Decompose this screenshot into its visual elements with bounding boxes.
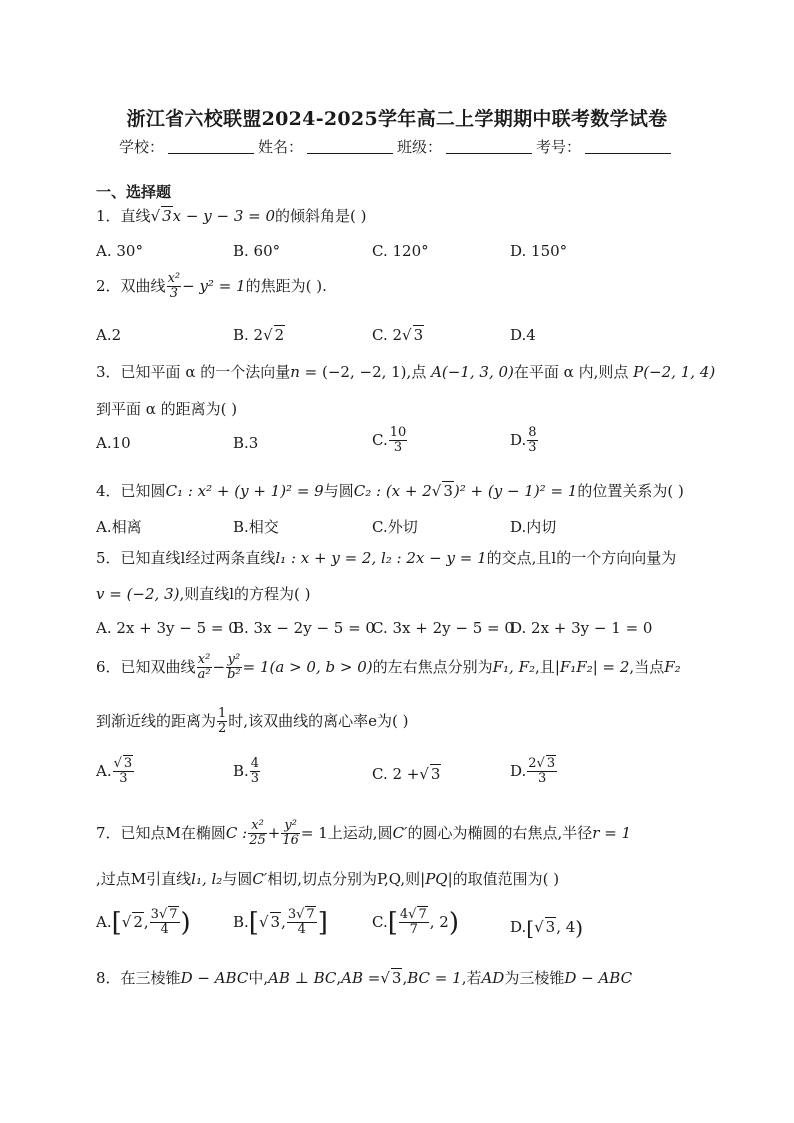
q3-option-c[interactable] (372, 426, 408, 456)
school-label: 学校： (118, 138, 164, 156)
q5-options (96, 619, 696, 643)
q7-equals: = 1 (300, 823, 328, 842)
q6-minus: − (212, 657, 226, 676)
q7-f1-num: x² (248, 819, 267, 834)
q7-frac-y (281, 819, 300, 849)
question-7 (96, 819, 631, 849)
left-bracket: [ (387, 907, 398, 938)
q4-number: 4． (96, 482, 121, 500)
q8-pyramid: D − ABC (180, 969, 249, 987)
question-8 (96, 967, 632, 988)
q3-d-num: 8 (528, 425, 537, 440)
q3-option-b[interactable]: B.3 (233, 434, 259, 452)
q3-number: 3． (96, 363, 121, 381)
q4-circle-2-b: )² + (y − 1)² = 1 (453, 482, 578, 500)
class-label: 班级： (397, 138, 443, 156)
q4-options (96, 516, 696, 540)
q6-f2-num: y² (227, 652, 241, 667)
q5-lines: l₁ : x + y = 2, l₂ : 2x − y = 1 (275, 549, 487, 567)
sqrt-symbol (408, 907, 416, 922)
q2-option-b[interactable] (233, 326, 285, 344)
q2-c-coef: C. 2 (372, 326, 403, 344)
q4-text-2: 与圆 (323, 482, 354, 500)
question-3 (96, 361, 715, 382)
q3-d-fraction (527, 426, 537, 456)
q1-radicand: 3 (162, 207, 172, 225)
question-5 (96, 547, 676, 568)
q5-text-3: ,则直线l的方程为( ) (179, 585, 311, 603)
q2-frac-den: 3 (169, 286, 178, 302)
sqrt-symbol (114, 756, 122, 771)
right-paren: ) (448, 907, 459, 938)
class-blank (446, 139, 532, 154)
q7-c-num (399, 908, 429, 923)
q8-text-4: 为三棱锥 (504, 969, 565, 987)
q8-ab-radicand: 3 (391, 969, 402, 987)
left-bracket: [ (111, 907, 122, 938)
q8-comma: , (336, 969, 342, 987)
sqrt-symbol (151, 207, 161, 225)
q7-option-b[interactable]: B.[√ 3, $\frac{3√ 7}{4}$ ] (233, 908, 328, 938)
sqrt-symbol (159, 907, 167, 922)
name-label: 姓名： (257, 138, 303, 156)
q6-options (96, 756, 696, 789)
q3-vector: n (290, 363, 300, 381)
q7-b-radicand: 3 (270, 912, 281, 931)
sqrt-symbol (537, 756, 545, 771)
name-blank (307, 139, 393, 154)
q3-c-den: 3 (393, 440, 403, 456)
q6-half (217, 707, 227, 737)
q7-a-coef: 3 (150, 907, 159, 922)
q6-d-label: D. (510, 761, 527, 780)
q5-direction-vector: v = (−2, 3) (96, 585, 180, 603)
q2-option-a[interactable]: A.2 (96, 326, 122, 344)
q3-text-3: 在平面 α 内,则点 (513, 363, 634, 381)
q6-frac-x (197, 653, 212, 683)
q1-text: 直线 (120, 207, 151, 225)
q7-plus: + (267, 823, 281, 842)
q7-a-den: 4 (160, 922, 169, 938)
q7-line2-mid2: 相切,切点分别为P,Q,则 (267, 870, 421, 888)
q6-a-radicand: 3 (123, 756, 133, 771)
question-6 (96, 653, 681, 683)
q3-d-den: 3 (528, 440, 537, 456)
q8-text-3: ,若 (461, 969, 482, 987)
sqrt-symbol (402, 326, 412, 344)
sqrt-symbol (419, 765, 429, 783)
q7-text-3: 的圆心为椭圆的右焦点,半径 (407, 823, 593, 842)
q6-d-radicand: 3 (546, 756, 556, 771)
q1-expression: x − y − 3 = 0 (172, 207, 276, 225)
q3-option-a[interactable]: A.10 (96, 434, 131, 452)
question-7-line2 (96, 868, 559, 889)
q6-d-fraction (527, 757, 557, 787)
q8-ab: AB = (341, 969, 381, 987)
q1-option-d[interactable]: D. 150° (510, 242, 568, 260)
right-paren: ) (180, 907, 191, 938)
q8-perp: AB ⊥ BC (268, 969, 337, 987)
q6-a-den: 3 (119, 771, 128, 787)
q7-f2-num: y² (281, 819, 300, 834)
q7-c-label: C. (372, 912, 388, 931)
question-2 (96, 272, 327, 302)
q8-comma-2: , (402, 969, 408, 987)
q6-half-num: 1 (218, 706, 227, 721)
q7-line2-mid: 与圆 (222, 870, 253, 888)
q6-f2-point: F₂ (664, 657, 681, 676)
q7-line2-text: ,过点M引直线 (96, 870, 192, 888)
id-blank (585, 139, 671, 154)
q7-b-fraction (287, 908, 317, 938)
question-4 (96, 480, 684, 501)
q6-foci: F₁, F₂ (492, 657, 536, 676)
q5-option-c[interactable]: C. 3x + 2y − 5 = 0 (372, 619, 514, 637)
q7-d-radicand: 3 (545, 918, 556, 936)
q8-text-2: 中, (248, 969, 269, 987)
question-5-line2 (96, 583, 311, 604)
q7-a-label: A. (96, 912, 112, 931)
q6-option-a[interactable] (96, 757, 135, 787)
q7-c-fraction (399, 908, 429, 938)
q6-half-den: 2 (218, 721, 227, 737)
q6-b-fraction (250, 757, 260, 787)
q7-f1-den: 25 (249, 833, 266, 849)
sqrt-symbol (534, 918, 544, 936)
q7-radius: r = 1 (592, 823, 632, 842)
q6-b-den: 3 (250, 771, 260, 787)
student-info-row (0, 136, 794, 157)
q2-text: 双曲线 (120, 276, 166, 295)
q7-b-radicand-2: 7 (306, 907, 315, 922)
q7-line2-end: 的取值范围为( ) (452, 870, 560, 888)
q7-frac-x (248, 819, 267, 849)
q2-text-end: 的焦距为( ). (245, 276, 327, 295)
q1-number: 1． (96, 207, 121, 225)
q5-option-a[interactable]: A. 2x + 3y − 5 = 0 (96, 619, 238, 637)
q6-line2-end: 时,该双曲线的离心率e为( ) (228, 711, 409, 730)
q6-option-c[interactable] (372, 765, 441, 783)
q2-expression: − y² = 1 (182, 276, 246, 295)
q6-text: 已知双曲线 (120, 657, 196, 676)
q7-c-den: 7 (409, 922, 418, 938)
q6-frac-y (226, 653, 242, 683)
q7-pq: |PQ| (420, 870, 453, 888)
left-bracket: [ (248, 907, 259, 938)
q6-number: 6． (96, 657, 121, 676)
q1-text-end: 的倾斜角是( ) (275, 207, 367, 225)
q2-frac-num: x² (167, 271, 181, 286)
q7-a-radicand-2: 7 (169, 907, 178, 922)
q6-d-num (527, 757, 557, 772)
sqrt-symbol (296, 907, 304, 922)
q7-d-label: D. (510, 918, 527, 936)
q2-number: 2． (96, 276, 121, 295)
q7-option-a[interactable]: A.[√ 2, $\frac{3√ 7}{4}$ ) (96, 908, 191, 938)
q7-d-upper: , 4 (556, 918, 576, 936)
q6-text-2: 的左右焦点分别为 (372, 657, 493, 676)
q6-a-num (113, 757, 135, 772)
q1-option-c[interactable]: C. 120° (372, 242, 429, 260)
left-bracket: [ (526, 916, 535, 940)
q5-text-2: 的交点,且l的一个方向向量为 (486, 549, 677, 567)
q3-c-num: 10 (389, 425, 407, 440)
q5-text: 已知直线l经过两条直线 (120, 549, 276, 567)
q4-circle-1: C₁ : x² + (y + 1)² = 9 (165, 482, 324, 500)
q1-option-a[interactable]: A. 30° (96, 242, 143, 260)
q7-circle: C′ (392, 823, 408, 842)
q6-b-num: 4 (250, 756, 260, 771)
exam-title: 浙江省六校联盟2024-2025学年高二上学期期中联考数学试卷 (126, 108, 668, 130)
q7-lines: l₁, l₂ (191, 870, 223, 888)
q3-c-label: C. (372, 430, 388, 449)
q6-d-coef: 2 (528, 756, 537, 771)
q6-a-label: A. (96, 761, 112, 780)
right-bracket: ] (317, 907, 328, 938)
q3-text: 已知平面 α 的一个法向量 (120, 363, 291, 381)
q4-circle-2-a: C₂ : (x + 2 (353, 482, 432, 500)
q4-text: 已知圆 (120, 482, 166, 500)
q6-line2-text: 到渐近线的距离为 (96, 711, 217, 730)
q4-circle-2-radicand: 3 (443, 482, 453, 500)
q3-text-2: ,点 (406, 363, 432, 381)
q7-c-upper: , 2 (429, 912, 449, 931)
q7-option-d[interactable] (510, 918, 583, 938)
q7-a-fraction (150, 908, 180, 938)
id-label: 考号： (536, 138, 582, 156)
q7-b-num (287, 908, 317, 923)
q8-bc: BC = 1 (407, 969, 462, 987)
q2-c-radicand: 3 (413, 326, 424, 344)
q7-number: 7． (96, 823, 121, 842)
q3-option-d[interactable] (510, 426, 539, 456)
q8-text: 在三棱锥 (120, 969, 181, 987)
q7-circle-2: C′ (252, 870, 268, 888)
q2-fraction (167, 272, 182, 302)
q6-f2-den: b² (227, 667, 241, 683)
q2-option-c[interactable] (372, 326, 424, 344)
q6-text-3: ,且 (535, 657, 555, 676)
sqrt-symbol (259, 913, 269, 931)
sqrt-symbol (263, 326, 273, 344)
q7-option-c[interactable] (372, 908, 459, 938)
q2-option-d[interactable]: D.4 (510, 326, 536, 344)
sqrt-symbol (432, 482, 442, 500)
q7-f2-den: 16 (282, 833, 299, 849)
q3-point-a: A(−1, 3, 0) (431, 363, 514, 381)
question-1 (96, 205, 367, 226)
question-6-line2 (96, 707, 408, 737)
q6-option-d[interactable] (510, 757, 558, 787)
q6-b-label: B. (233, 761, 249, 780)
q2-options (96, 326, 696, 350)
q6-a-fraction (113, 757, 135, 787)
q6-f1-num: x² (197, 652, 211, 667)
q6-c-radicand: 3 (430, 765, 441, 783)
q6-text-4: ,当点 (629, 657, 665, 676)
q5-number: 5． (96, 549, 121, 567)
q6-f1-den: a² (197, 667, 211, 683)
q8-pyramid-2: D − ABC (564, 969, 633, 987)
q1-option-b[interactable]: B. 60° (233, 242, 281, 260)
sqrt-symbol (122, 913, 132, 931)
q3-d-label: D. (510, 430, 527, 449)
q7-c-radicand: 7 (418, 907, 427, 922)
q4-option-c[interactable]: C.外切 (372, 518, 418, 536)
q7-b-label: B. (233, 912, 249, 931)
q6-c-label: C. 2 + (372, 765, 420, 783)
school-blank (168, 139, 254, 154)
section-heading: 一、选择题 (96, 183, 172, 201)
q7-options (96, 907, 696, 942)
q7-text-2: 上运动,圆 (327, 823, 393, 842)
q6-condition: = 1(a > 0, b > 0) (242, 657, 373, 676)
q4-option-d[interactable]: D.内切 (510, 518, 557, 536)
q7-ellipse-name: C : (225, 823, 248, 842)
q2-b-radicand: 2 (274, 326, 285, 344)
q6-distance: |F₁F₂| = 2 (554, 657, 630, 676)
q3-point-p: P(−2, 1, 4) (633, 363, 716, 381)
q3-c-fraction (389, 426, 408, 456)
q5-option-b[interactable]: B. 3x − 2y − 5 = 0 (233, 619, 375, 637)
sqrt-symbol (380, 969, 390, 987)
q6-option-b[interactable] (233, 757, 261, 787)
q4-option-a[interactable]: A.相离 (96, 518, 142, 536)
q7-a-num (150, 908, 180, 923)
q3-vector-value: = (−2, −2, 1) (299, 363, 407, 381)
q7-text: 已知点M在椭圆 (120, 823, 226, 842)
q5-option-d[interactable]: D. 2x + 3y − 1 = 0 (510, 619, 653, 637)
q3-options (96, 425, 696, 458)
q8-number: 8． (96, 969, 121, 987)
q7-a-radicand: 2 (133, 912, 143, 931)
q4-text-3: 的位置关系为( ) (577, 482, 684, 500)
q1-options (96, 242, 696, 266)
q7-b-coef: 3 (287, 907, 297, 922)
right-paren: ) (575, 916, 584, 940)
q7-c-coef: 4 (399, 907, 409, 922)
q2-b-coef: B. 2 (233, 326, 264, 344)
question-3-line2: 到平面 α 的距离为( ) (96, 400, 238, 418)
q6-d-den: 3 (538, 771, 547, 787)
q7-b-den: 4 (297, 922, 306, 938)
q4-option-b[interactable]: B.相交 (233, 518, 279, 536)
q8-ad: AD (481, 969, 505, 987)
